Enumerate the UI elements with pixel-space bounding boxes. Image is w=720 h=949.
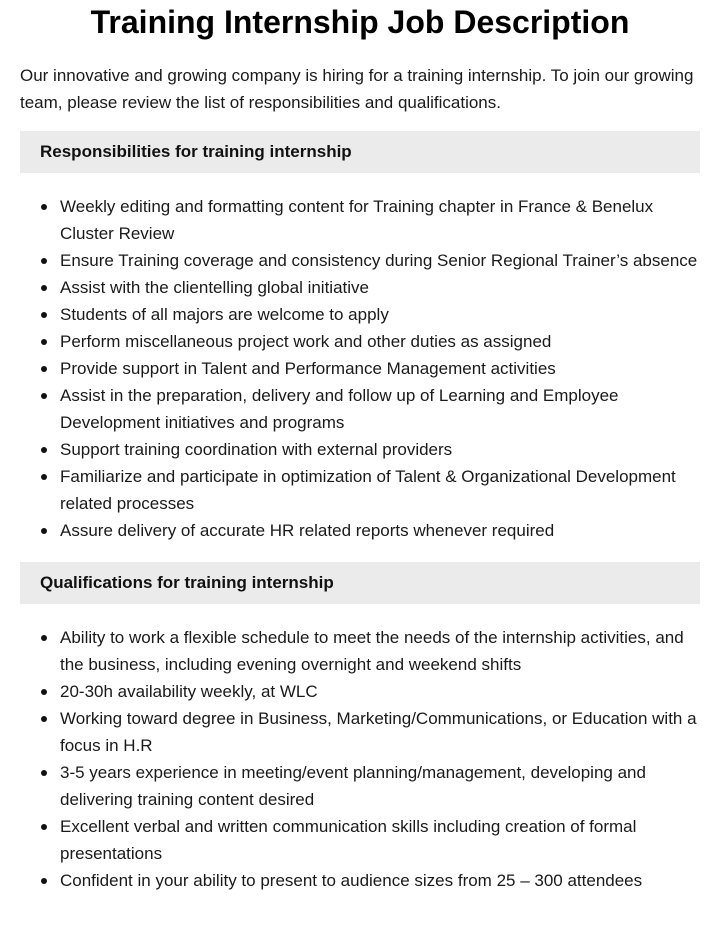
list-item-text: Familiarize and participate in optimization of Talent & Organizational Development related processes [60, 467, 676, 513]
bullet-icon [41, 393, 47, 399]
list-item [20, 193, 700, 247]
bullet-icon [41, 528, 47, 534]
bullet-icon [41, 285, 47, 291]
list-item [20, 517, 700, 544]
list-item-text: Support training coordination with external providers [60, 440, 453, 459]
list-item-text: 3-5 years experience in meeting/event planning/management, developing and delivering training content desired [60, 763, 646, 809]
bullet-icon [41, 366, 47, 372]
list-item [20, 678, 700, 705]
list-item-text: Working toward degree in Business, Marketing/Communications, or Education with a focus in H.R [60, 709, 697, 755]
list-item [20, 436, 700, 463]
list-item-text: Students of all majors are welcome to apply [60, 305, 389, 324]
bullet-icon [41, 770, 47, 776]
list-item-text: Perform miscellaneous project work and other duties as assigned [60, 332, 552, 351]
list-item-text: Confident in your ability to present to audience sizes from 25 – 300 attendees [60, 871, 643, 890]
list-item [20, 705, 700, 759]
list-item [20, 301, 700, 328]
list-item-text: Excellent verbal and written communication skills including creation of formal presentations [60, 817, 637, 863]
list-item [20, 328, 700, 355]
bullet-icon [41, 258, 47, 264]
list-item [20, 813, 700, 867]
list-item-text: Assure delivery of accurate HR related reports whenever required [60, 521, 555, 540]
bullet-icon [41, 635, 47, 641]
bullet-icon [41, 339, 47, 345]
qualifications-list [20, 624, 700, 894]
list-item-text: Ability to work a flexible schedule to meet the needs of the internship activities, and the business, including evening overnight and weekend shifts [60, 628, 684, 674]
list-item [20, 867, 700, 894]
bullet-icon [41, 878, 47, 884]
list-item [20, 382, 700, 436]
list-item-text: Ensure Training coverage and consistency during Senior Regional Trainer’s absence [60, 251, 698, 270]
list-item-text: Provide support in Talent and Performance Management activities [60, 359, 556, 378]
list-item [20, 759, 700, 813]
intro-paragraph: Our innovative and growing company is hiring for a training internship. To join our growing team, please review the list of responsibilities and qualifications. [20, 66, 694, 112]
bullet-icon [41, 689, 47, 695]
page-title: Training Internship Job Description [90, 4, 630, 40]
responsibilities-list [20, 193, 700, 544]
bullet-icon [41, 447, 47, 453]
bullet-icon [41, 824, 47, 830]
bullet-icon [41, 474, 47, 480]
list-item-text: Assist in the preparation, delivery and follow up of Learning and Employee Development initiatives and programs [60, 386, 619, 432]
list-item [20, 274, 700, 301]
list-item-text: Assist with the clientelling global initiative [60, 278, 369, 297]
list-item [20, 355, 700, 382]
list-item [20, 624, 700, 678]
bullet-icon [41, 312, 47, 318]
list-item [20, 247, 700, 274]
bullet-icon [41, 204, 47, 210]
qualifications-heading: Qualifications for training internship [20, 562, 700, 604]
list-item [20, 463, 700, 517]
list-item-text: Weekly editing and formatting content for Training chapter in France & Benelux Cluster Review [60, 197, 654, 243]
list-item-text: 20-30h availability weekly, at WLC [60, 682, 318, 701]
responsibilities-heading: Responsibilities for training internship [20, 131, 700, 173]
bullet-icon [41, 716, 47, 722]
